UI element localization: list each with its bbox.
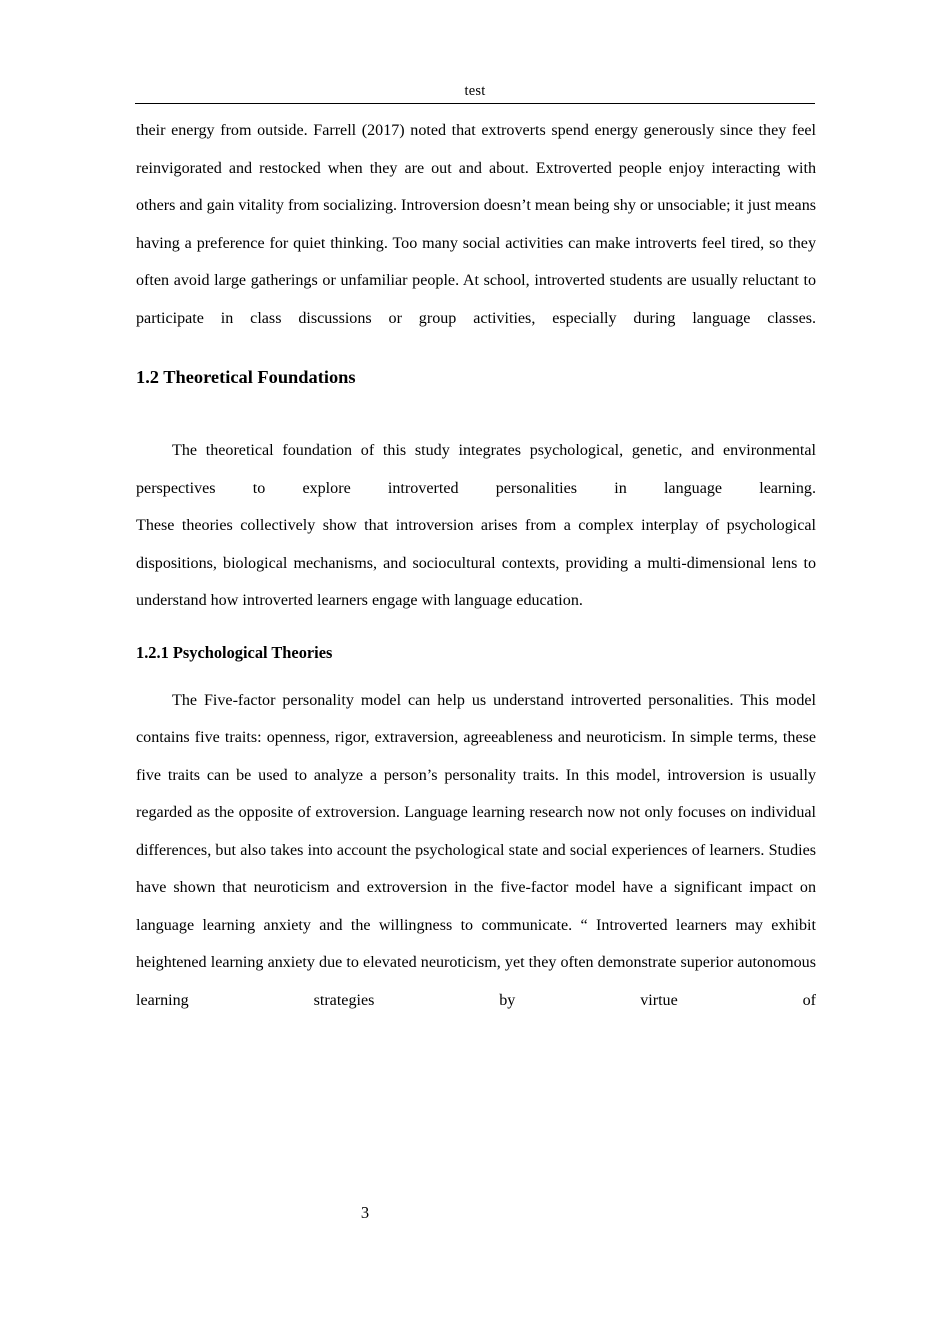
- body-paragraph-theoretical-foundation-part1: The theoretical foundation of this study integrates psychological, genetic, and environmental perspectives to explore introverted personalities in language learning.: [136, 442, 816, 497]
- page-header: [135, 82, 815, 104]
- spacer-before-subsection-heading: [136, 620, 816, 641]
- document-body: [136, 112, 816, 1019]
- body-paragraph-psychological-theories: The Five-factor personality model can help us understand introverted personalities. This model contains five traits: openness, rigor, extraversion, agreeableness and neuroticism. In simple terms, these five traits can be used to analyze a person’s personality traits. In this model, introversion is usually regarded as the opposite of extroversion. Language learning research now not only focuses on individual differences, but also takes into account the psychological state and social experiences of learners. Studies have shown that neuroticism and extroversion in the five-factor model have a significant impact on language learning anxiety and the willingness to communicate. “ Introverted learners may exhibit heightened learning anxiety due to elevated neuroticism, yet they often demonstrate superior autonomous learning strategies by virtue of: [136, 691, 816, 1009]
- spacer-after-section-heading: [136, 390, 816, 432]
- spacer-before-section-heading: [136, 337, 816, 364]
- subsection-heading-1-2-1: 1.2.1 Psychological Theories: [136, 642, 333, 662]
- running-header-title: test: [464, 83, 486, 99]
- page-number: 3: [360, 1203, 370, 1222]
- header-divider-rule: [135, 103, 815, 104]
- section-heading-1-2: 1.2 Theoretical Foundations: [136, 367, 356, 387]
- body-paragraph-theoretical-foundation-part2: These theories collectively show that introversion arises from a complex interplay of psychological dispositions, biological mechanisms, and sociocultural contexts, providing a multi-dimensional lens to understand how introverted learners engage with language education.: [136, 517, 816, 609]
- body-paragraph-continuation: their energy from outside. Farrell (2017) noted that extroverts spend energy generously since they feel reinvigorated and restocked when they are out and about. Extroverted people enjoy interacting with others and gain vitality from socializing. Introversion doesn’t mean being shy or unsociable; it just means having a preference for quiet thinking. Too many social activities can make introverts feel tired, so they often avoid large gatherings or unfamiliar people. At school, introverted students are usually reluctant to participate in class discussions or group activities, especially during language classes.: [136, 122, 816, 327]
- spacer-after-subsection-heading: [136, 665, 816, 682]
